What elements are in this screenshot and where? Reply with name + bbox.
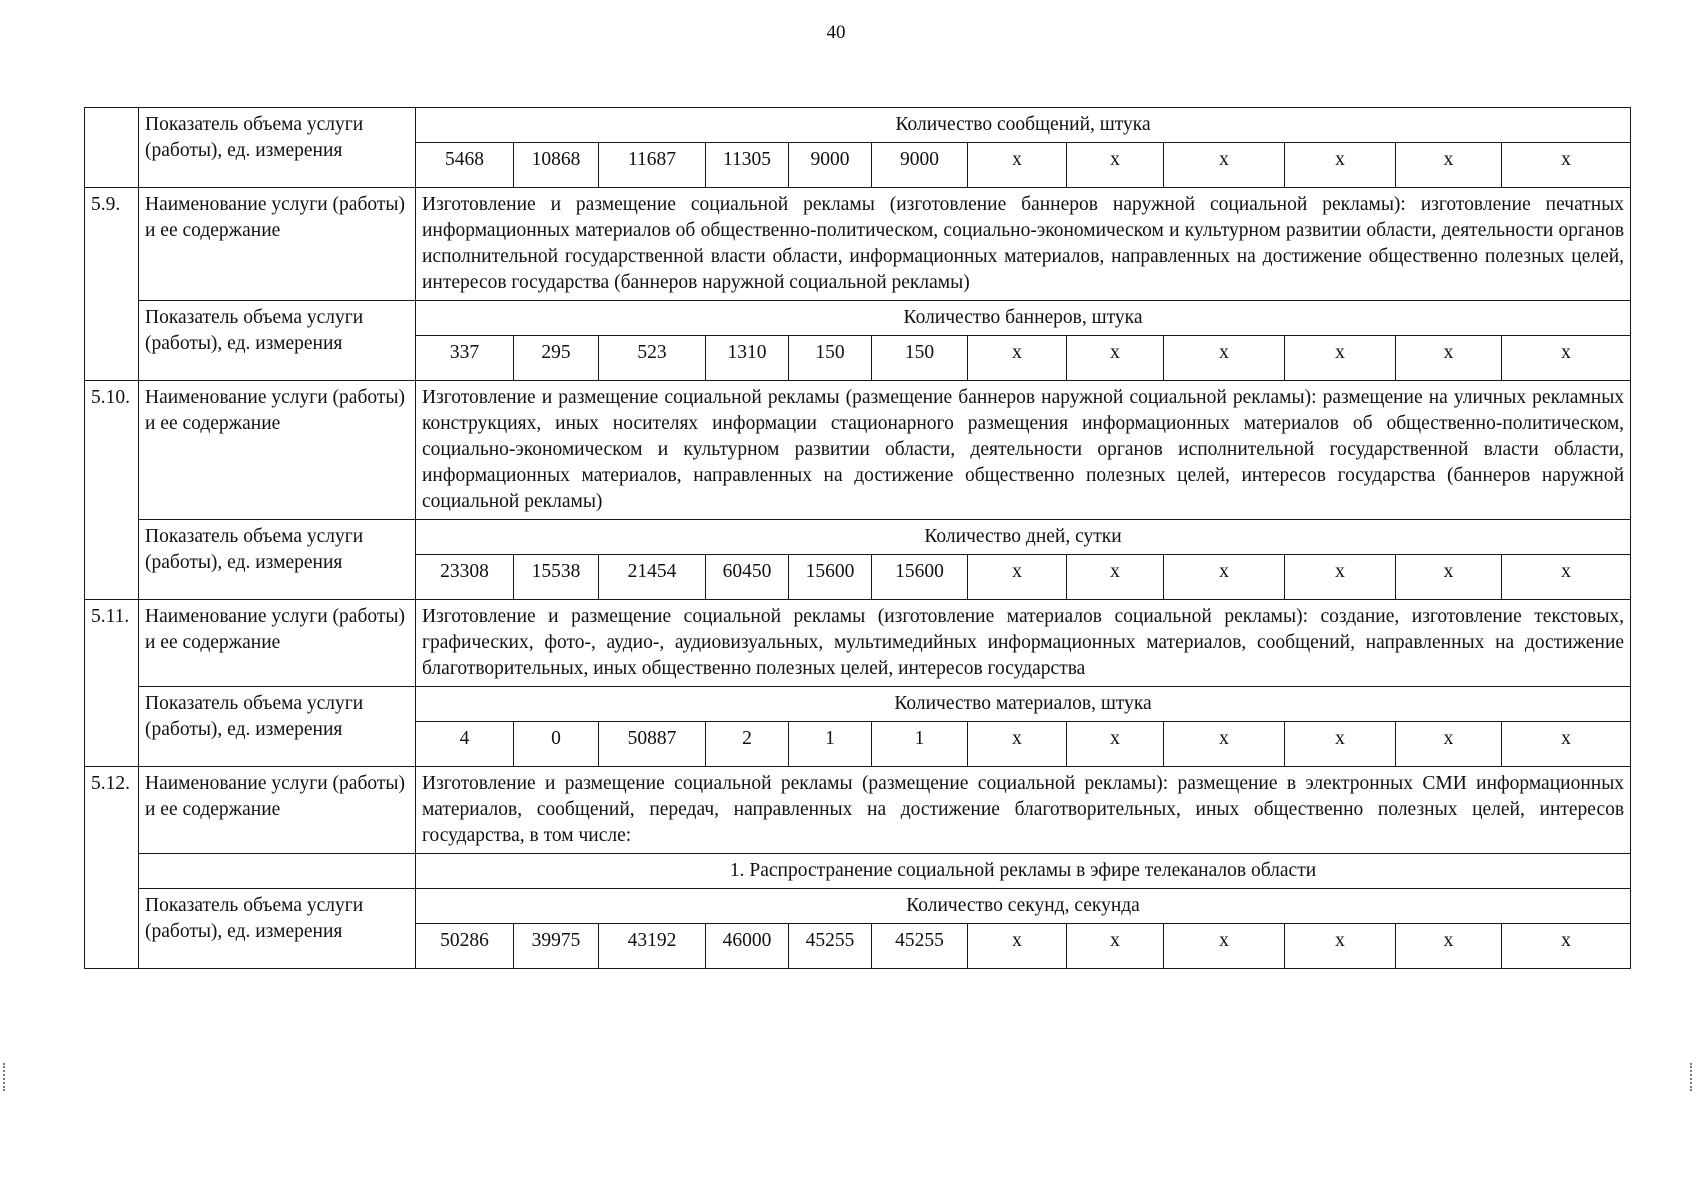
table-row xyxy=(85,301,1631,336)
table-row xyxy=(85,381,1631,520)
value-cell: x xyxy=(1164,722,1285,767)
value-cell: 9000 xyxy=(789,143,872,188)
volume-indicator-label: Показатель объема услуги (работы), ед. измерения xyxy=(139,301,416,381)
value-cell: x xyxy=(1067,143,1164,188)
table-row xyxy=(85,108,1631,143)
table-body xyxy=(85,108,1631,969)
value-cell: x xyxy=(1396,722,1502,767)
value-cell: x xyxy=(968,143,1067,188)
section-number: 5.12. xyxy=(85,767,139,969)
value-cell: x xyxy=(1067,555,1164,600)
service-name-label: Наименование услуги (работы) и ее содержание xyxy=(139,600,416,687)
table-row xyxy=(85,854,1631,889)
unit-cell: Количество сообщений, штука xyxy=(416,108,1631,143)
unit-cell: Количество дней, сутки xyxy=(416,520,1631,555)
value-cell: 10868 xyxy=(514,143,599,188)
service-description: Изготовление и размещение социальной рекламы (размещение баннеров наружной социальной рекламы): размещение на уличных рекламных конструкциях, иных носителях информации стационарного размещения информационных материалов об общественно-политическом, социально-экономическом и культурном развитии области, деятельности органов исполнительной государственной власти области, информационных материалов, направленных на достижение общественно полезных целей, интересов государства (баннеров наружной социальной рекламы) xyxy=(416,381,1631,520)
table-row xyxy=(85,889,1631,924)
volume-indicator-label: Показатель объема услуги (работы), ед. измерения xyxy=(139,108,416,188)
unit-cell: Количество баннеров, штука xyxy=(416,301,1631,336)
value-cell: x xyxy=(1396,336,1502,381)
value-cell: x xyxy=(1396,143,1502,188)
table-row xyxy=(85,520,1631,555)
service-description: Изготовление и размещение социальной рекламы (изготовление баннеров наружной социальной рекламы): изготовление печатных информационных материалов об общественно-политическом, социально-экономическом и культурном развитии области, деятельности органов исполнительной государственной власти области, информационных материалов, направленных на достижение общественно полезных целей, интересов государства (баннеров наружной социальной рекламы) xyxy=(416,188,1631,301)
value-cell: x xyxy=(1396,924,1502,969)
value-cell: 46000 xyxy=(706,924,789,969)
value-cell: x xyxy=(968,924,1067,969)
value-cell: 9000 xyxy=(872,143,968,188)
service-subheading: 1. Распространение социальной рекламы в эфире телеканалов области xyxy=(416,854,1631,889)
value-cell: x xyxy=(968,722,1067,767)
volume-indicator-label: Показатель объема услуги (работы), ед. измерения xyxy=(139,520,416,600)
value-cell: x xyxy=(1285,722,1396,767)
value-cell: 295 xyxy=(514,336,599,381)
value-cell: 43192 xyxy=(599,924,706,969)
value-cell: 15600 xyxy=(789,555,872,600)
value-cell: 2 xyxy=(706,722,789,767)
value-cell: x xyxy=(1502,722,1631,767)
value-cell: x xyxy=(1285,924,1396,969)
value-cell: 45255 xyxy=(789,924,872,969)
table-row xyxy=(85,600,1631,687)
service-name-label: Наименование услуги (работы) и ее содержание xyxy=(139,767,416,854)
value-cell: x xyxy=(968,336,1067,381)
value-cell: 150 xyxy=(789,336,872,381)
value-cell: 45255 xyxy=(872,924,968,969)
value-cell: x xyxy=(1502,924,1631,969)
value-cell: 0 xyxy=(514,722,599,767)
value-cell: x xyxy=(1164,143,1285,188)
value-cell: x xyxy=(1164,555,1285,600)
value-cell: 11687 xyxy=(599,143,706,188)
scan-edge-mark xyxy=(1690,1063,1694,1091)
empty-label-cell xyxy=(139,854,416,889)
service-description: Изготовление и размещение социальной рекламы (изготовление материалов социальной рекламы): создание, изготовление текстовых, графических, фото-, аудио-, аудиовизуальных, мультимедийных информационных материалов, сообщений, направленных на достижение благотворительных, иных общественно полезных целей, интересов государства xyxy=(416,600,1631,687)
value-cell: x xyxy=(1285,555,1396,600)
value-cell: 11305 xyxy=(706,143,789,188)
scan-edge-mark xyxy=(3,1063,7,1091)
service-description: Изготовление и размещение социальной рекламы (размещение социальной рекламы): размещение в электронных СМИ информационных материалов, сообщений, передач, направленных на достижение благотворительных, иных общественно полезных целей, интересов государства, в том числе: xyxy=(416,767,1631,854)
value-cell: x xyxy=(1502,555,1631,600)
value-cell: x xyxy=(1067,924,1164,969)
volume-indicator-label: Показатель объема услуги (работы), ед. измерения xyxy=(139,687,416,767)
value-cell: x xyxy=(1164,924,1285,969)
value-cell: 21454 xyxy=(599,555,706,600)
unit-cell: Количество материалов, штука xyxy=(416,687,1631,722)
volume-indicator-label: Показатель объема услуги (работы), ед. измерения xyxy=(139,889,416,969)
services-table xyxy=(84,107,1631,969)
service-name-label: Наименование услуги (работы) и ее содержание xyxy=(139,188,416,301)
value-cell: 337 xyxy=(416,336,514,381)
section-number-cell xyxy=(85,108,139,188)
table-row xyxy=(85,188,1631,301)
value-cell: 15538 xyxy=(514,555,599,600)
value-cell: 1 xyxy=(789,722,872,767)
value-cell: 4 xyxy=(416,722,514,767)
table-row xyxy=(85,687,1631,722)
value-cell: x xyxy=(1285,143,1396,188)
value-cell: 5468 xyxy=(416,143,514,188)
value-cell: x xyxy=(1502,336,1631,381)
value-cell: 1 xyxy=(872,722,968,767)
value-cell: 60450 xyxy=(706,555,789,600)
unit-cell: Количество секунд, секунда xyxy=(416,889,1631,924)
table-row xyxy=(85,767,1631,854)
value-cell: x xyxy=(1285,336,1396,381)
value-cell: x xyxy=(968,555,1067,600)
value-cell: 39975 xyxy=(514,924,599,969)
value-cell: 15600 xyxy=(872,555,968,600)
value-cell: x xyxy=(1164,336,1285,381)
value-cell: x xyxy=(1067,336,1164,381)
page-number: 40 xyxy=(826,22,846,43)
value-cell: 523 xyxy=(599,336,706,381)
value-cell: x xyxy=(1502,143,1631,188)
value-cell: 50887 xyxy=(599,722,706,767)
value-cell: 1310 xyxy=(706,336,789,381)
section-number: 5.11. xyxy=(85,600,139,767)
value-cell: 150 xyxy=(872,336,968,381)
section-number: 5.10. xyxy=(85,381,139,600)
value-cell: 50286 xyxy=(416,924,514,969)
value-cell: x xyxy=(1067,722,1164,767)
service-name-label: Наименование услуги (работы) и ее содержание xyxy=(139,381,416,520)
value-cell: x xyxy=(1396,555,1502,600)
value-cell: 23308 xyxy=(416,555,514,600)
section-number: 5.9. xyxy=(85,188,139,381)
